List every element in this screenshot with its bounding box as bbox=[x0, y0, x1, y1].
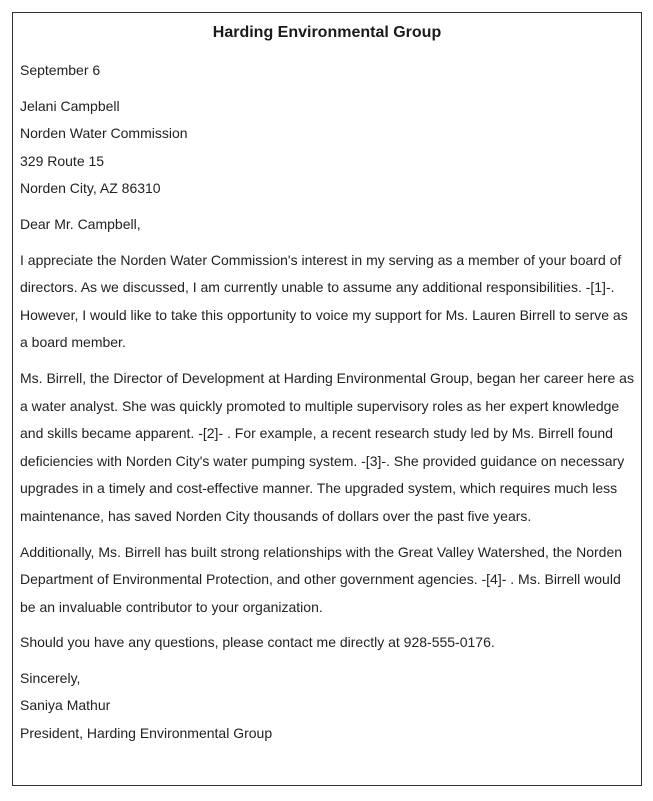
recipient-organization: Norden Water Commission bbox=[20, 125, 188, 142]
closing: Sincerely, bbox=[20, 669, 81, 686]
letter-title: Harding Environmental Group bbox=[212, 24, 442, 41]
signer-title: President, Harding Environmental Group bbox=[20, 725, 273, 742]
signature-block bbox=[20, 665, 634, 748]
body-paragraph: I appreciate the Norden Water Commission's interest in my serving as a member of your board of directors. As we discussed, I am currently unable to assume any additional responsibilities. -[1]-. However, I would like to take this opportunity to voice my support for Ms. Lauren Birrell to serve as a board member. bbox=[20, 251, 628, 351]
letter-date: September 6 bbox=[20, 62, 101, 78]
letter-document bbox=[12, 12, 642, 786]
recipient-city: Norden City, AZ 86310 bbox=[20, 180, 161, 197]
recipient-name: Jelani Campbell bbox=[20, 97, 120, 114]
recipient-address bbox=[20, 93, 634, 203]
body-paragraph: Ms. Birrell, the Director of Development at Harding Environmental Group, began her career here as a water analyst. She was quickly promoted to multiple supervisory roles as her expert knowledge and skills became apparent. -[2]- . For example, a recent research study led by Ms. Birrell found deficiencies with Norden City's water pumping system. -[3]-. She provided guidance on necessary upgrades in a timely and cost-effective manner. The upgraded system, which requires much less maintenance, has saved Norden City thousands of dollars over the past five years. bbox=[20, 369, 634, 524]
contact-paragraph: Should you have any questions, please contact me directly at 928-555-0176. bbox=[20, 634, 495, 651]
recipient-street: 329 Route 15 bbox=[20, 152, 105, 169]
signer-name: Saniya Mathur bbox=[20, 697, 111, 714]
salutation: Dear Mr. Campbell, bbox=[20, 215, 141, 232]
body-paragraph: Additionally, Ms. Birrell has built strong relationships with the Great Valley Watershed, the Norden Department of Environmental Protection, and other government agencies. -[4]- . Ms. Birrell would be an invaluable contributor to your organization. bbox=[20, 543, 623, 615]
